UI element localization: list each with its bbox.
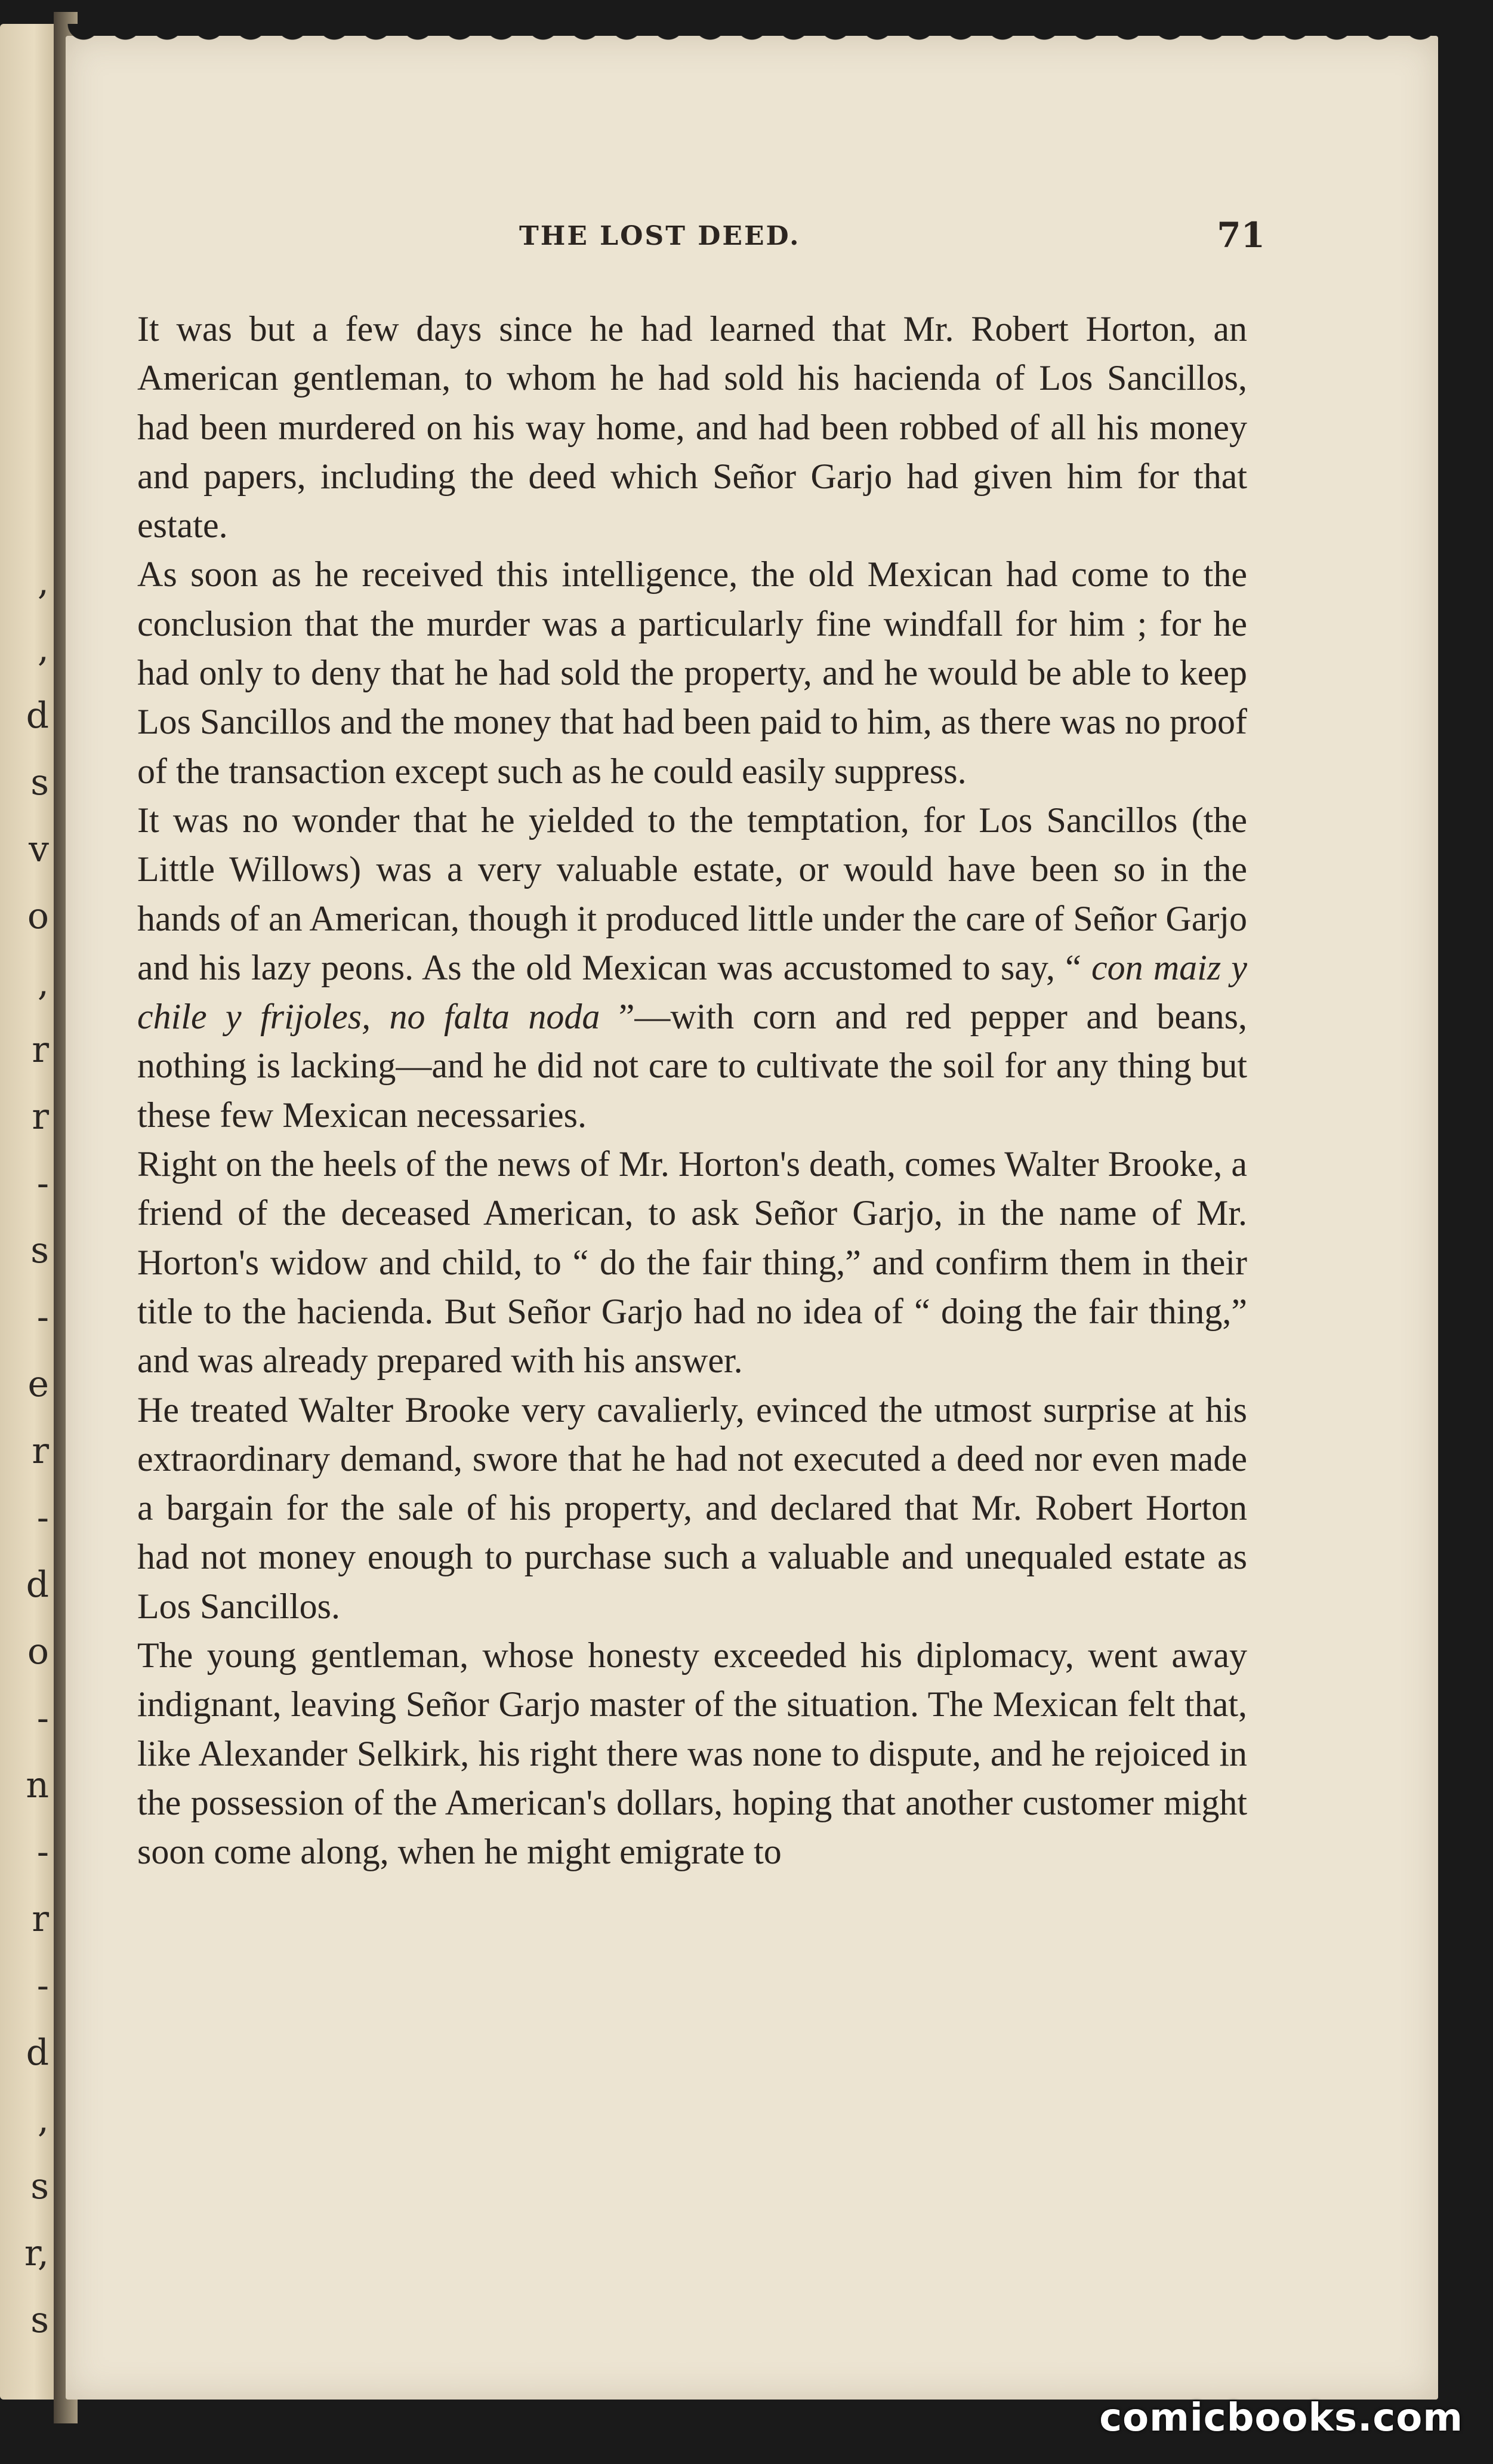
adjacent-page-letter: - [36, 1296, 49, 1338]
torn-top-edge [66, 24, 1438, 53]
watermark: comicbooks.com [1099, 2396, 1463, 2440]
page-header [519, 215, 1265, 269]
adjacent-page-letter: s [30, 2166, 49, 2207]
adjacent-page-letter: , [37, 962, 49, 1004]
adjacent-page-letter: - [36, 1698, 49, 1739]
paragraph: The young gentleman, whose honesty exceeded his diplomacy, went away indignant, leaving Señor Garjo master of the situation. The Mexican felt that, like Alexander Selkirk, his right there was none to dispute, and he rejoiced in the possession of the American's dollars, hoping that another customer might soon come along, when he might emigrate to [137, 1636, 1247, 1872]
page-number: 71 [1217, 215, 1265, 255]
spanish-phrase: con maiz y chile y frijoles, no falta noda [137, 947, 1247, 1037]
adjacent-page-letter: r [32, 1430, 49, 1472]
paragraph: It was but a few days since he had learned that Mr. Robert Horton, an American gentleman, to whom he had sold his hacienda of Los Sancillos, had been murdered on his way home, and had been robbed of all his money and papers, including the deed which Señor Garjo had given him for that estate. [137, 309, 1247, 546]
adjacent-page-letter: , [37, 561, 49, 603]
body-text [137, 304, 1247, 1877]
adjacent-page-letter: n [26, 1764, 49, 1806]
paragraph: He treated Walter Brooke very cavalierly, evinced the utmost surprise at his extraordinary demand, swore that he had not executed a deed nor even made a bargain for the sale of his property, and declared that Mr. Robert Horton had not money enough to purchase such a valuable and unequaled estate as Los Sancillos. [137, 1390, 1247, 1626]
adjacent-page-letter: s [30, 2299, 49, 2341]
adjacent-page-letter: o [27, 1631, 49, 1673]
adjacent-page-edge [0, 24, 57, 2400]
adjacent-page-letter: - [36, 1831, 49, 1873]
adjacent-page-letter: , [37, 628, 49, 670]
adjacent-page-letter: r, [24, 2232, 49, 2274]
paragraph [137, 796, 1247, 1139]
adjacent-page-letter: s [30, 762, 49, 803]
paragraph: As soon as he received this intelligence, the old Mexican had come to the conclusion that the murder was a particularly fine windfall for him ; for he had only to deny that he had sold the property, and he would be able to keep Los Sancillos and the money that had been paid to him, as there was no proof of the transaction except such as he could easily suppress. [137, 555, 1247, 791]
running-head: THE LOST DEED. [519, 221, 801, 251]
paragraph-text: ”—with corn and red pepper and beans, nothing is lacking—and he did not care to cultivate the soil for any thing but these few Mexican necessaries. [137, 997, 1247, 1135]
paragraph-text: It was no wonder that he yielded to the temptation, for Los Sancillos (the Little Willows) was a very valuable estate, or would have been so in the hands of an American, though it produced little under the care of Señor Garjo and his lazy peons. As the old Mexican was accustomed to say, “ [137, 800, 1247, 987]
adjacent-page-letter: v [29, 828, 49, 870]
adjacent-page-letter: d [26, 2032, 49, 2074]
adjacent-page-letter: d [26, 695, 49, 737]
adjacent-page-letter: , [37, 2099, 49, 2140]
adjacent-page-letter: d [26, 1564, 49, 1606]
adjacent-page-letter: r [32, 1096, 49, 1138]
adjacent-page-letter: o [27, 895, 49, 937]
adjacent-page-letter: e [27, 1363, 49, 1405]
paragraph: Right on the heels of the news of Mr. Horton's death, comes Walter Brooke, a friend of the deceased American, to ask Señor Garjo, in the name of Mr. Horton's widow and child, to “ do the fair thing,” and confirm them in their title to the hacienda. But Señor Garjo had no idea of “ doing the fair thing,” and was already prepared with his answer. [137, 1144, 1247, 1381]
adjacent-page-letter: - [36, 1965, 49, 2007]
adjacent-page-letter: r [32, 1898, 49, 1940]
adjacent-page-letter: - [36, 1163, 49, 1205]
adjacent-page-letter: r [32, 1029, 49, 1071]
adjacent-page-letter: - [36, 1497, 49, 1539]
adjacent-page-letter: s [30, 1230, 49, 1271]
